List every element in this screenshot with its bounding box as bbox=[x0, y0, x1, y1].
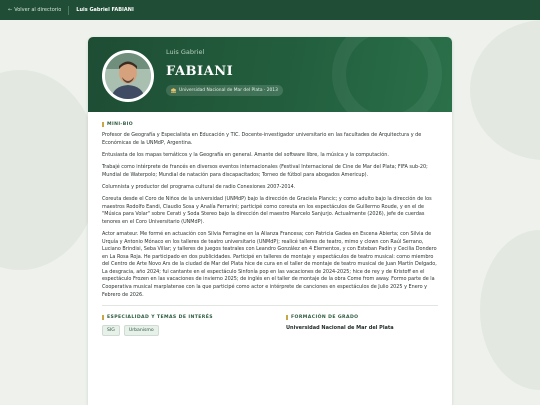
interest-tags bbox=[102, 325, 274, 336]
interest-tag[interactable]: Urbanismo bbox=[124, 325, 159, 336]
interest-tag[interactable]: SIG bbox=[102, 325, 120, 336]
bio-paragraph: Trabajé como intérprete de francés en diversos eventos internacionales (Festival Internacional de Cine de Mar del Plata; FIFA sub-20; Mundial de Waterpolo; Mundial de natación para discapacitados; Torneo de fútbol para abogados Americup). bbox=[102, 163, 428, 178]
bio-paragraph: Actor amateur. Me formé en actuación con Silvia Ferragine en la Alianza Francesa; con Patricia Gadea en Escena Abierta; con Silvia de Urquía y Antonio Mónaco en los talleres de teatro universitario (UNMdP); realicé talleres de teatro, mimo y clown con Raúl Serrano, Luciano Brindisi, Seba Villar; y talleres de juegos teatrales con Leandro González en 4 Elementos, y con Esteban Padín y Cecilia Dondero en La Rosa Roja. He participado en dos publicidades. Participé en talleres de montaje y espectáculos de teatro musical: como miembro del Centro de Arte Novo Ars de la ciudad de Mar del Plata hice de cura en el taller de montaje de teatro musical de Juan Martín Delgado, La desgracia, año 2024; fui cantante en el espectáculo Sinfonía pop en las vacaciones de 2024-2025; hice de rey y de Kristoff en el espectáculo Frozen en las vacaciones de invierno 2025; de inglés en el taller de montaje de la obra Come from away. Formo parte de la Cooperativa musical marplatense con la que participé como actor e intérprete de canciones en espectáculos de Julio 2025 y Enero y Febrero de 2026. bbox=[102, 230, 437, 298]
interests-title: ESPECIALIDAD Y TEMAS DE INTERÉS bbox=[102, 315, 274, 320]
header-watermark bbox=[332, 37, 442, 112]
profile-header bbox=[88, 37, 452, 112]
education-section bbox=[274, 315, 438, 336]
profile-content bbox=[88, 112, 452, 336]
breadcrumb-separator bbox=[68, 6, 69, 15]
bio-paragraph: Columnista y productor del programa cultural de radio Conexiones 2007-2014. bbox=[102, 183, 296, 190]
avatar bbox=[102, 50, 154, 102]
profile-card bbox=[88, 37, 452, 405]
back-link-label: Volver al directorio bbox=[14, 7, 62, 13]
education-title: FORMACIÓN DE GRADO bbox=[286, 315, 438, 320]
university-badge-label: Universidad Nacional de Mar del Plata · 2013 bbox=[179, 88, 278, 93]
avatar-photo-icon bbox=[105, 53, 151, 99]
breadcrumb-current: Luis Gabriel FABIANI bbox=[76, 7, 134, 13]
mini-bio bbox=[102, 132, 438, 299]
bio-paragraph: Entusiasta de los mapas temáticos y la Geografía en general. Amante del software libre, la música y la computación. bbox=[102, 151, 389, 158]
education-university: Universidad Nacional de Mar del Plata bbox=[286, 325, 394, 332]
profile-given-names: Luis Gabriel bbox=[166, 48, 205, 56]
profile-family-name: FABIANI bbox=[166, 64, 234, 79]
bio-paragraph: Coreuta desde el Coro de Niños de la universidad (UNMdP) bajo la dirección de Graciela Plancic; y como adulto bajo la dirección de los maestros Rodolfo Eandi, Claudio Sosa y Analía Ferrarini; participé como coreuta en los espectáculos de Guillermo Roude, y en el de "Música para Volar" sobre Cerati y Soda Stereo bajo la dirección del maestro Marcelo Sanjurjo. Actualmente (2026), jefe de cuerdas tenores en el Coro Universitario (UNMdP). bbox=[102, 195, 432, 225]
interests-section bbox=[102, 315, 274, 336]
university-icon bbox=[171, 88, 176, 93]
profile-details bbox=[102, 305, 438, 336]
university-badge bbox=[166, 85, 283, 96]
mini-bio-title: MINI-BIO bbox=[102, 122, 438, 127]
bio-paragraph: Profesor de Geografía y Especialista en Educación y TIC. Docente-investigador universitario en las facultades de Arquitectura y de Económicas de la UNMdP, Argentina. bbox=[102, 132, 422, 146]
back-to-directory-link[interactable] bbox=[8, 7, 61, 13]
top-navigation-bar bbox=[0, 0, 540, 20]
arrow-left-icon: ← bbox=[8, 7, 13, 13]
